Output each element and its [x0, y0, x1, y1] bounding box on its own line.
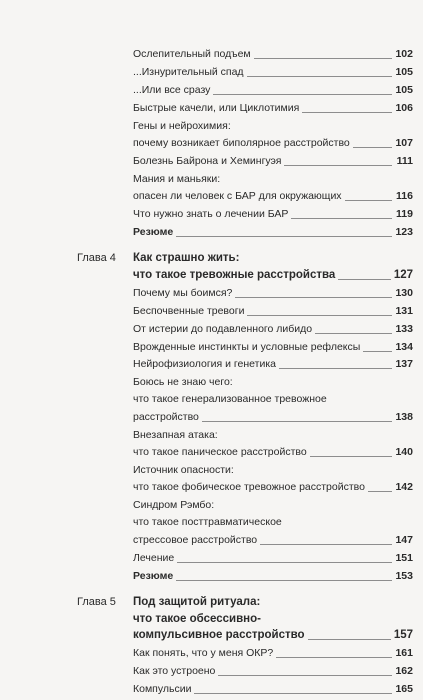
toc-entry-title: Резюме — [133, 570, 174, 582]
toc-entry-page: 153 — [395, 570, 413, 582]
toc-entry-title: что такое генерализованное тревожное — [133, 393, 327, 405]
toc-entry-title: опасен ли человек с БАР для окружающих — [133, 190, 342, 202]
leader-dots — [177, 561, 392, 563]
toc-entry-title: Компульсии — [133, 683, 192, 695]
chapter-title-line: что такое обсессивно- — [133, 613, 261, 625]
toc-entry-title: Почему мы боимся? — [133, 287, 233, 299]
toc-entry-page: 102 — [395, 48, 413, 60]
toc-entry — [133, 341, 413, 354]
toc-entry-title: Внезапная атака: — [133, 429, 218, 441]
toc-entry-title: Болезнь Байрона и Хемингуэя — [133, 155, 282, 167]
chapter-title-page: 157 — [393, 629, 413, 641]
toc-entry — [133, 552, 413, 565]
chapter-title-row — [133, 628, 413, 642]
leader-dots — [247, 75, 392, 77]
toc-entry — [133, 358, 413, 371]
leader-dots — [291, 217, 392, 219]
toc-entry-summary — [133, 570, 413, 583]
toc-entry-title: Быстрые качели, или Циклотимия — [133, 102, 300, 114]
toc-entry-page: 105 — [395, 84, 413, 96]
toc-entry-title: Гены и нейрохимия: — [133, 120, 231, 132]
toc-entry-page: 111 — [396, 155, 413, 167]
toc-entry-title: Боюсь не знаю чего: — [133, 376, 233, 388]
leader-dots — [247, 314, 392, 316]
chapter-title-line: Как страшно жить: — [133, 252, 240, 264]
leader-dots — [254, 57, 392, 59]
toc-entry-title: Что нужно знать о лечении БАР — [133, 208, 289, 220]
toc-entry-title: что такое посттравматическое — [133, 516, 282, 528]
toc-entry-title: ...Или все сразу — [133, 84, 211, 96]
leader-dots — [315, 332, 392, 334]
toc-entry — [133, 66, 413, 79]
toc-entry — [133, 323, 413, 336]
toc-entry — [133, 102, 413, 115]
toc-entry — [133, 137, 413, 150]
toc-entry — [133, 683, 413, 696]
toc-entry — [133, 120, 413, 133]
toc-entry-page: 140 — [395, 446, 413, 458]
toc-entry-title: Синдром Рэмбо: — [133, 499, 215, 511]
chapter-title-line: что такое тревожные расстройства — [133, 269, 336, 281]
leader-dots — [302, 111, 392, 113]
chapter-label: Глава 5 — [77, 596, 116, 608]
leader-dots — [310, 455, 392, 457]
leader-dots — [276, 656, 392, 658]
toc-entry — [133, 516, 413, 529]
leader-dots — [218, 674, 392, 676]
toc-entry — [133, 376, 413, 389]
toc-entry — [133, 48, 413, 61]
toc-entry-title: Источник опасности: — [133, 464, 234, 476]
leader-dots — [353, 146, 392, 148]
toc-entry — [133, 499, 413, 512]
toc-entry-page: 130 — [395, 287, 413, 299]
toc-entry — [133, 305, 413, 318]
leader-dots — [345, 199, 392, 201]
toc-entry — [133, 208, 413, 221]
toc-entry — [133, 464, 413, 477]
toc-entry — [133, 84, 413, 97]
leader-dots — [308, 638, 391, 640]
toc-entry-page: 165 — [395, 683, 413, 695]
leader-dots — [279, 367, 392, 369]
leader-dots — [213, 93, 392, 95]
toc-entry — [133, 534, 413, 547]
leader-dots — [363, 350, 392, 352]
leader-dots — [368, 490, 392, 492]
leader-dots — [176, 579, 392, 581]
toc-entry-title: расстройство — [133, 411, 199, 423]
toc-entry-title: что такое фобическое тревожное расстройство — [133, 481, 365, 493]
toc-entry — [133, 665, 413, 678]
leader-dots — [338, 278, 391, 280]
toc-entry-summary — [133, 226, 413, 239]
toc-entry — [133, 446, 413, 459]
toc-entry-page: 131 — [395, 305, 413, 317]
toc-entry-page: 134 — [395, 341, 413, 353]
toc-entry-title: Ослепительный подъем — [133, 48, 251, 60]
toc-entry-title: Нейрофизиология и генетика — [133, 358, 276, 370]
chapter-title-page: 127 — [393, 269, 413, 281]
toc-entry — [133, 190, 413, 203]
leader-dots — [260, 543, 392, 545]
toc-entry — [133, 393, 413, 406]
toc-entry-page: 138 — [395, 411, 413, 423]
toc-entry-title: стрессовое расстройство — [133, 534, 258, 546]
toc-entry-title: Мания и маньяки: — [133, 173, 221, 185]
leader-dots — [202, 420, 392, 422]
toc-entry-title: Как это устроено — [133, 665, 216, 677]
toc-entry — [133, 429, 413, 442]
toc-entry-page: 119 — [396, 208, 413, 220]
toc-entry-page: 161 — [395, 647, 413, 659]
toc-entry-page: 151 — [395, 552, 413, 564]
toc-entry-page: 105 — [395, 66, 413, 78]
toc-entry-title: Лечение — [133, 552, 175, 564]
chapter-title-line: Под защитой ритуала: — [133, 596, 261, 608]
toc-entry-title: Врожденные инстинкты и условные рефлексы — [133, 341, 361, 353]
toc-entry-page: 123 — [395, 226, 413, 238]
toc-entry-title: Как понять, что у меня ОКР? — [133, 647, 274, 659]
toc-entry-page: 147 — [395, 534, 413, 546]
toc-entry-page: 107 — [395, 137, 413, 149]
toc-entry-title: Резюме — [133, 226, 174, 238]
leader-dots — [235, 296, 392, 298]
chapter-title-row — [133, 268, 413, 282]
toc-entry-page: 137 — [395, 358, 413, 370]
toc-entry — [133, 411, 413, 424]
toc-entry-title: ...Изнурительный спад — [133, 66, 244, 78]
toc-entry-title: что такое паническое расстройство — [133, 446, 307, 458]
toc-entry-page: 106 — [395, 102, 413, 114]
toc-entry-page: 162 — [395, 665, 413, 677]
toc-entry-title: Беспочвенные тревоги — [133, 305, 245, 317]
toc-entry-title: почему возникает биполярное расстройство — [133, 137, 350, 149]
chapter-title-line: компульсивное расстройство — [133, 629, 305, 641]
toc-entry — [133, 647, 413, 660]
toc-entry — [133, 173, 413, 186]
leader-dots — [194, 692, 392, 694]
toc-entry-page: 133 — [395, 323, 413, 335]
toc-entry-title: От истерии до подавленного либидо — [133, 323, 313, 335]
chapter-label: Глава 4 — [77, 252, 116, 264]
toc-entry — [133, 481, 413, 494]
leader-dots — [284, 164, 392, 166]
toc-entry-page: 116 — [396, 190, 413, 202]
toc-entry — [133, 287, 413, 300]
toc-entry — [133, 155, 413, 168]
leader-dots — [176, 235, 392, 237]
toc-entry-page: 142 — [395, 481, 413, 493]
